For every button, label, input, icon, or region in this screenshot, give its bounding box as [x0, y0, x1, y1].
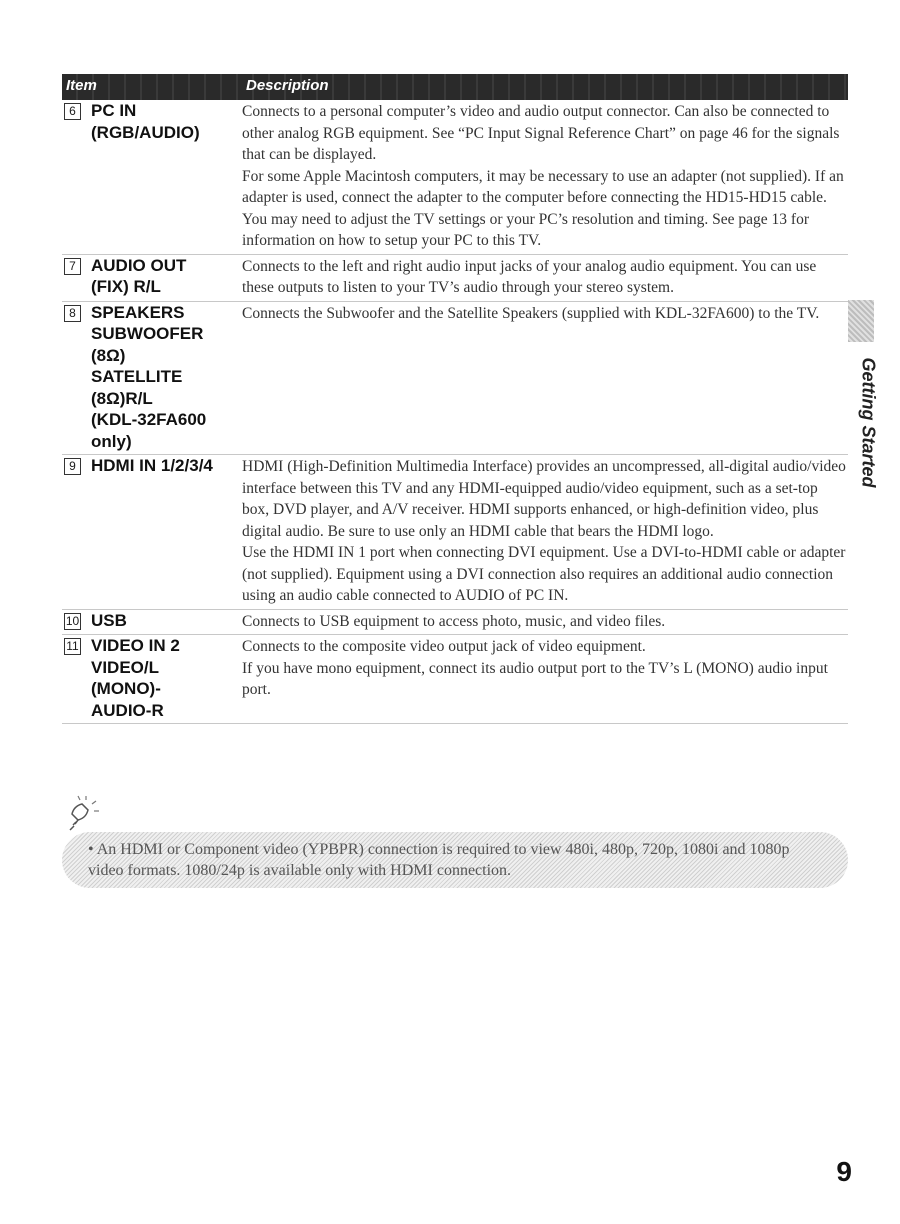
- section-tab-marker: [848, 300, 874, 342]
- note-text: • An HDMI or Component video (YPBPR) connection is required to view 480i, 480p, 720p, 1080i and 1080p video formats. 1080/24p is available only with HDMI connection.: [88, 841, 790, 879]
- table-row: [62, 455, 848, 610]
- item-cell: [62, 455, 242, 607]
- item-number-badge: 11: [64, 638, 81, 655]
- header-item-label: Item: [66, 77, 97, 94]
- item-name: HDMI IN 1/2/3/4: [91, 456, 213, 475]
- section-tab-label: Getting Started: [858, 356, 879, 488]
- table-row: [62, 610, 848, 636]
- item-cell: [62, 635, 242, 721]
- description-paragraph: HDMI (High-Definition Multimedia Interface) provides an uncompressed, all-digital audio/video interface between this TV and any HDMI-equipped audio/video equipment, such as a set-top box, DVD player, and A/V receiver. HDMI supports enhanced, or high-definition video, plus digital audio. Be sure to use only an HDMI cable that bears the HDMI logo.: [242, 458, 846, 540]
- item-number-badge: 8: [64, 305, 81, 322]
- description-paragraph: Connects to the left and right audio input jacks of your analog audio equipment. You can use these outputs to listen to your TV’s audio through your stereo system.: [242, 257, 817, 296]
- section-tab-label-wrap: [848, 352, 888, 492]
- description-cell: [242, 255, 848, 299]
- description-paragraph: You may need to adjust the TV settings or your PC’s resolution and timing. See page 13 for information on how to setup your PC to this TV.: [242, 210, 809, 249]
- item-cell: [62, 610, 242, 633]
- description-paragraph: Connects to a personal computer’s video and audio output connector. Can also be connected to other analog RGB equipment. See “PC Input Signal Reference Chart” on page 46 for the signals that can be displayed.: [242, 103, 840, 163]
- table-row: [62, 302, 848, 456]
- item-name: AUDIO OUT (FIX) R/L: [91, 255, 187, 296]
- description-paragraph: For some Apple Macintosh computers, it may be necessary to use an adapter (not supplied). If an adapter is used, connect the adapter to the computer before connecting the HD15-HD15 cable.: [242, 167, 844, 206]
- item-cell: [62, 302, 242, 453]
- description-paragraph: Connects to USB equipment to access photo, music, and video files.: [242, 612, 666, 630]
- table-row: [62, 100, 848, 255]
- description-cell: [242, 610, 848, 633]
- description-paragraph: Connects the Subwoofer and the Satellite Speakers (supplied with KDL-32FA600) to the TV.: [242, 304, 820, 322]
- item-cell: [62, 100, 242, 252]
- item-number-badge: 6: [64, 103, 81, 120]
- item-number-badge: 10: [65, 613, 80, 628]
- description-cell: [242, 455, 848, 607]
- description-cell: [242, 100, 848, 252]
- page-number: 9: [836, 1156, 852, 1187]
- table-header: [62, 74, 848, 100]
- item-name: VIDEO IN 2 VIDEO/L (MONO)- AUDIO-R: [91, 636, 180, 720]
- header-description-label: Description: [246, 77, 329, 94]
- table-row: [62, 255, 848, 302]
- item-number-badge: 9: [64, 458, 81, 475]
- item-cell: [62, 255, 242, 299]
- lightbulb-tip-icon: [64, 794, 104, 834]
- description-paragraph: Connects to the composite video output jack of video equipment.: [242, 638, 646, 655]
- connector-table: [62, 100, 848, 724]
- description-paragraph: If you have mono equipment, connect its audio output port to the TV’s L (MONO) audio input port.: [242, 659, 828, 698]
- item-name: SPEAKERS SUBWOOFER (8Ω) SATELLITE (8Ω)R/L (KDL-32FA600 only): [91, 302, 207, 451]
- note-box: [62, 832, 848, 888]
- item-name: PC IN (RGB/AUDIO): [91, 101, 200, 142]
- item-name: USB: [91, 610, 127, 630]
- description-cell: [242, 302, 848, 453]
- item-number-badge: 7: [64, 258, 81, 275]
- description-cell: [242, 635, 848, 721]
- table-row: [62, 635, 848, 724]
- description-paragraph: Use the HDMI IN 1 port when connecting DVI equipment. Use a DVI-to-HDMI cable or adapter (not supplied). Equipment using a DVI connection also requires an additional audio connection using an audio cable connected to AUDIO of PC IN.: [242, 544, 846, 604]
